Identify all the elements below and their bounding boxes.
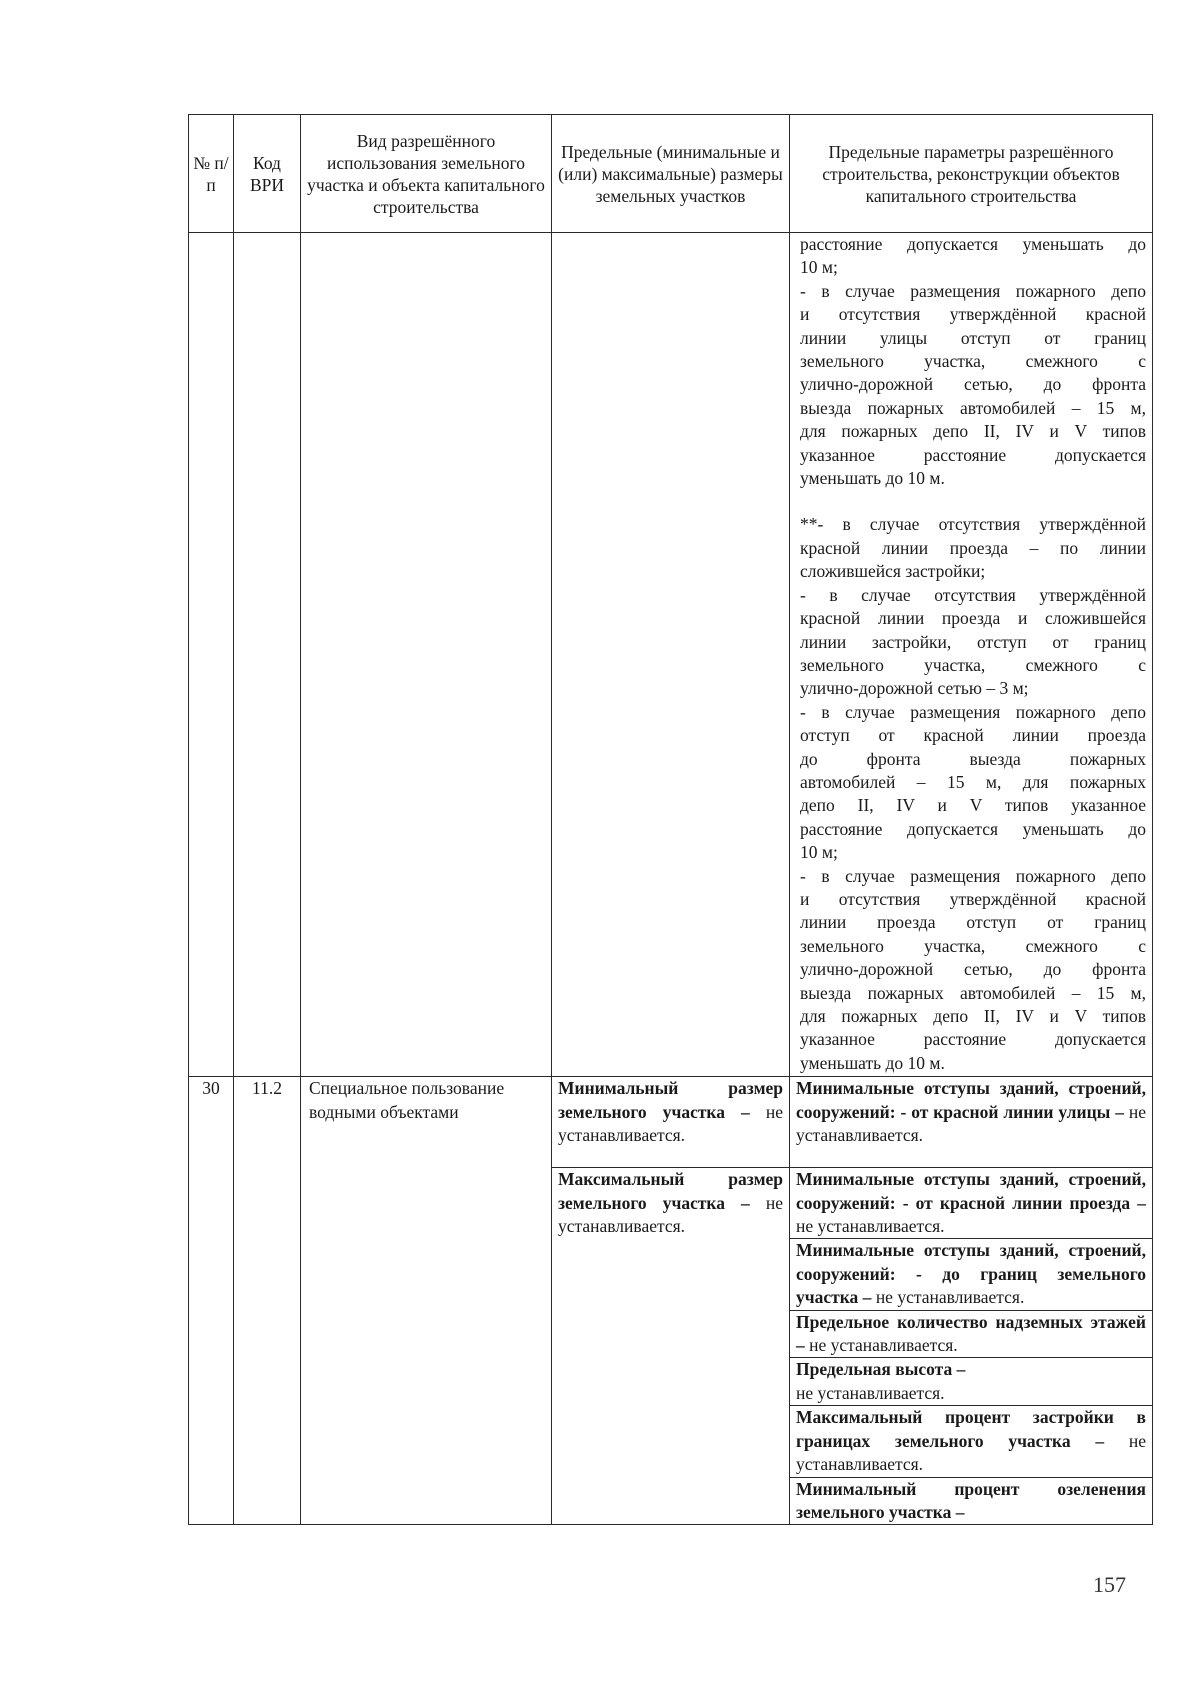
param-label-2: - от красной линии проезда – <box>902 1192 1146 1213</box>
cont-line: уменьшать до 10 м. <box>800 1052 945 1073</box>
max-size-value: не устанавливается. <box>558 1192 783 1237</box>
header-num: № п/ п <box>189 115 234 233</box>
param-value: не устанавливается. <box>796 1430 1147 1475</box>
param-block <box>790 1239 1153 1310</box>
row30-use: Специальное пользование водными объектами <box>301 1077 552 1525</box>
cont-line: улично-дорожной сетью, до фронта <box>800 374 1146 395</box>
table-header-row <box>189 115 1153 233</box>
cont-line: - в случае размещения пожарного депо <box>800 701 1146 722</box>
param-label-2: - до границ земельного участка – <box>796 1263 1147 1308</box>
cont-sizes-cell <box>552 233 790 1077</box>
cont-line: до фронта выезда пожарных <box>800 748 1146 769</box>
cont-line: земельного участка, смежного с <box>800 654 1146 675</box>
cont-line: для пожарных депо II, IV и V типов <box>800 421 1146 442</box>
param-label-2: - от красной линии улицы – <box>900 1101 1124 1122</box>
continuation-row <box>189 233 1153 1077</box>
param-value: не устанавливается. <box>809 1335 958 1356</box>
param-block <box>790 1077 1153 1168</box>
cont-line: указанное расстояние допускается <box>800 444 1146 465</box>
cont-line: земельного участка, смежного с <box>800 351 1146 372</box>
param-block <box>790 1477 1153 1525</box>
param-label: Минимальные отступы зданий, строений, сооружений: <box>796 1078 1146 1122</box>
cont-line: - в случае размещения пожарного депо <box>800 865 1146 886</box>
cont-line: - в случае отсутствия утверждённой <box>800 584 1146 605</box>
max-size-label: Максимальный размер земельного участка – <box>558 1169 783 1213</box>
cont-line: расстояние допускается уменьшать до <box>800 818 1146 839</box>
param-block <box>790 1168 1153 1239</box>
cont-use-cell <box>301 233 552 1077</box>
cont-line: линии застройки, отступ от границ <box>800 631 1146 652</box>
param-label: Минимальные отступы зданий, строений, сооружений: <box>796 1169 1146 1213</box>
min-size-value: не устанавливается. <box>558 1101 783 1146</box>
cont-num-cell <box>189 233 234 1077</box>
cont-line: земельного участка, смежного с <box>800 935 1146 956</box>
cont-line: выезда пожарных автомобилей – 15 м, <box>800 982 1146 1003</box>
header-code: Код ВРИ <box>234 115 301 233</box>
table-row-30 <box>189 1077 1153 1168</box>
min-size-label: Минимальный размер земельного участка – <box>558 1078 783 1122</box>
cont-line: отступ от красной линии проезда <box>800 725 1146 746</box>
header-params: Предельные параметры разрешённого строительства, реконструкции объектов капитального строительства <box>790 115 1153 233</box>
param-block <box>790 1310 1153 1358</box>
cont-params-cell <box>790 233 1153 1077</box>
param-label: Максимальный процент застройки в границах земельного участка – <box>796 1407 1146 1451</box>
cont-line: указанное расстояние допускается <box>800 1029 1146 1050</box>
cont-line: **- в случае отсутствия утверждённой <box>800 514 1146 535</box>
cont-line: и отсутствия утверждённой красной <box>800 888 1146 909</box>
cont-line: 10 м; <box>800 257 838 278</box>
page-number: 157 <box>1093 1572 1126 1597</box>
header-sizes: Предельные (минимальные и (или) максимальные) размеры земельных участков <box>552 115 790 233</box>
cont-line: автомобилей – 15 м, для пожарных <box>800 771 1146 792</box>
param-value: не устанавливается. <box>796 1382 945 1403</box>
param-value: не устанавливается. <box>796 1216 945 1237</box>
row30-max-size <box>552 1168 790 1525</box>
cont-line: для пожарных депо II, IV и V типов <box>800 1006 1146 1026</box>
cont-line: улично-дорожной сетью, до фронта <box>800 959 1146 980</box>
cont-code-cell <box>234 233 301 1077</box>
param-label: Предельное количество надземных этажей – <box>796 1311 1146 1356</box>
param-label: Предельная высота – <box>796 1359 966 1380</box>
cont-line: 10 м; <box>800 842 838 863</box>
param-block <box>790 1358 1153 1406</box>
row30-code: 11.2 <box>234 1077 301 1525</box>
cont-line: красной линии проезда – по линии <box>800 537 1146 558</box>
header-use: Вид разрешённого использования земельного участка и объекта капитального строительства <box>301 115 552 233</box>
cont-line: линии улицы отступ от границ <box>800 327 1146 348</box>
param-label: Минимальные отступы зданий, строений, сооружений: <box>796 1240 1146 1284</box>
param-value: не устанавливается. <box>796 1101 1147 1146</box>
cont-line: и отсутствия утверждённой красной <box>800 304 1146 325</box>
cont-line: - в случае размещения пожарного депо <box>800 280 1146 301</box>
regulations-table <box>188 114 1153 1525</box>
cont-line: красной линии проезда и сложившейся <box>800 608 1146 629</box>
param-label: Минимальный процент озеленения земельного участка – <box>796 1478 1146 1522</box>
param-value: не устанавливается. <box>875 1287 1025 1308</box>
cont-line: улично-дорожной сетью – 3 м; <box>800 678 1029 699</box>
row30-min-size <box>552 1077 790 1168</box>
cont-line: сложившейся застройки; <box>800 561 986 582</box>
row30-num: 30 <box>189 1077 234 1525</box>
param-block <box>790 1406 1153 1477</box>
cont-line: выезда пожарных автомобилей – 15 м, <box>800 397 1146 418</box>
cont-line: линии проезда отступ от границ <box>800 912 1146 933</box>
cont-line: уменьшать до 10 м. <box>800 468 945 489</box>
cont-line: расстояние допускается уменьшать до <box>800 234 1146 254</box>
cont-line: депо II, IV и V типов указанное <box>800 795 1146 816</box>
